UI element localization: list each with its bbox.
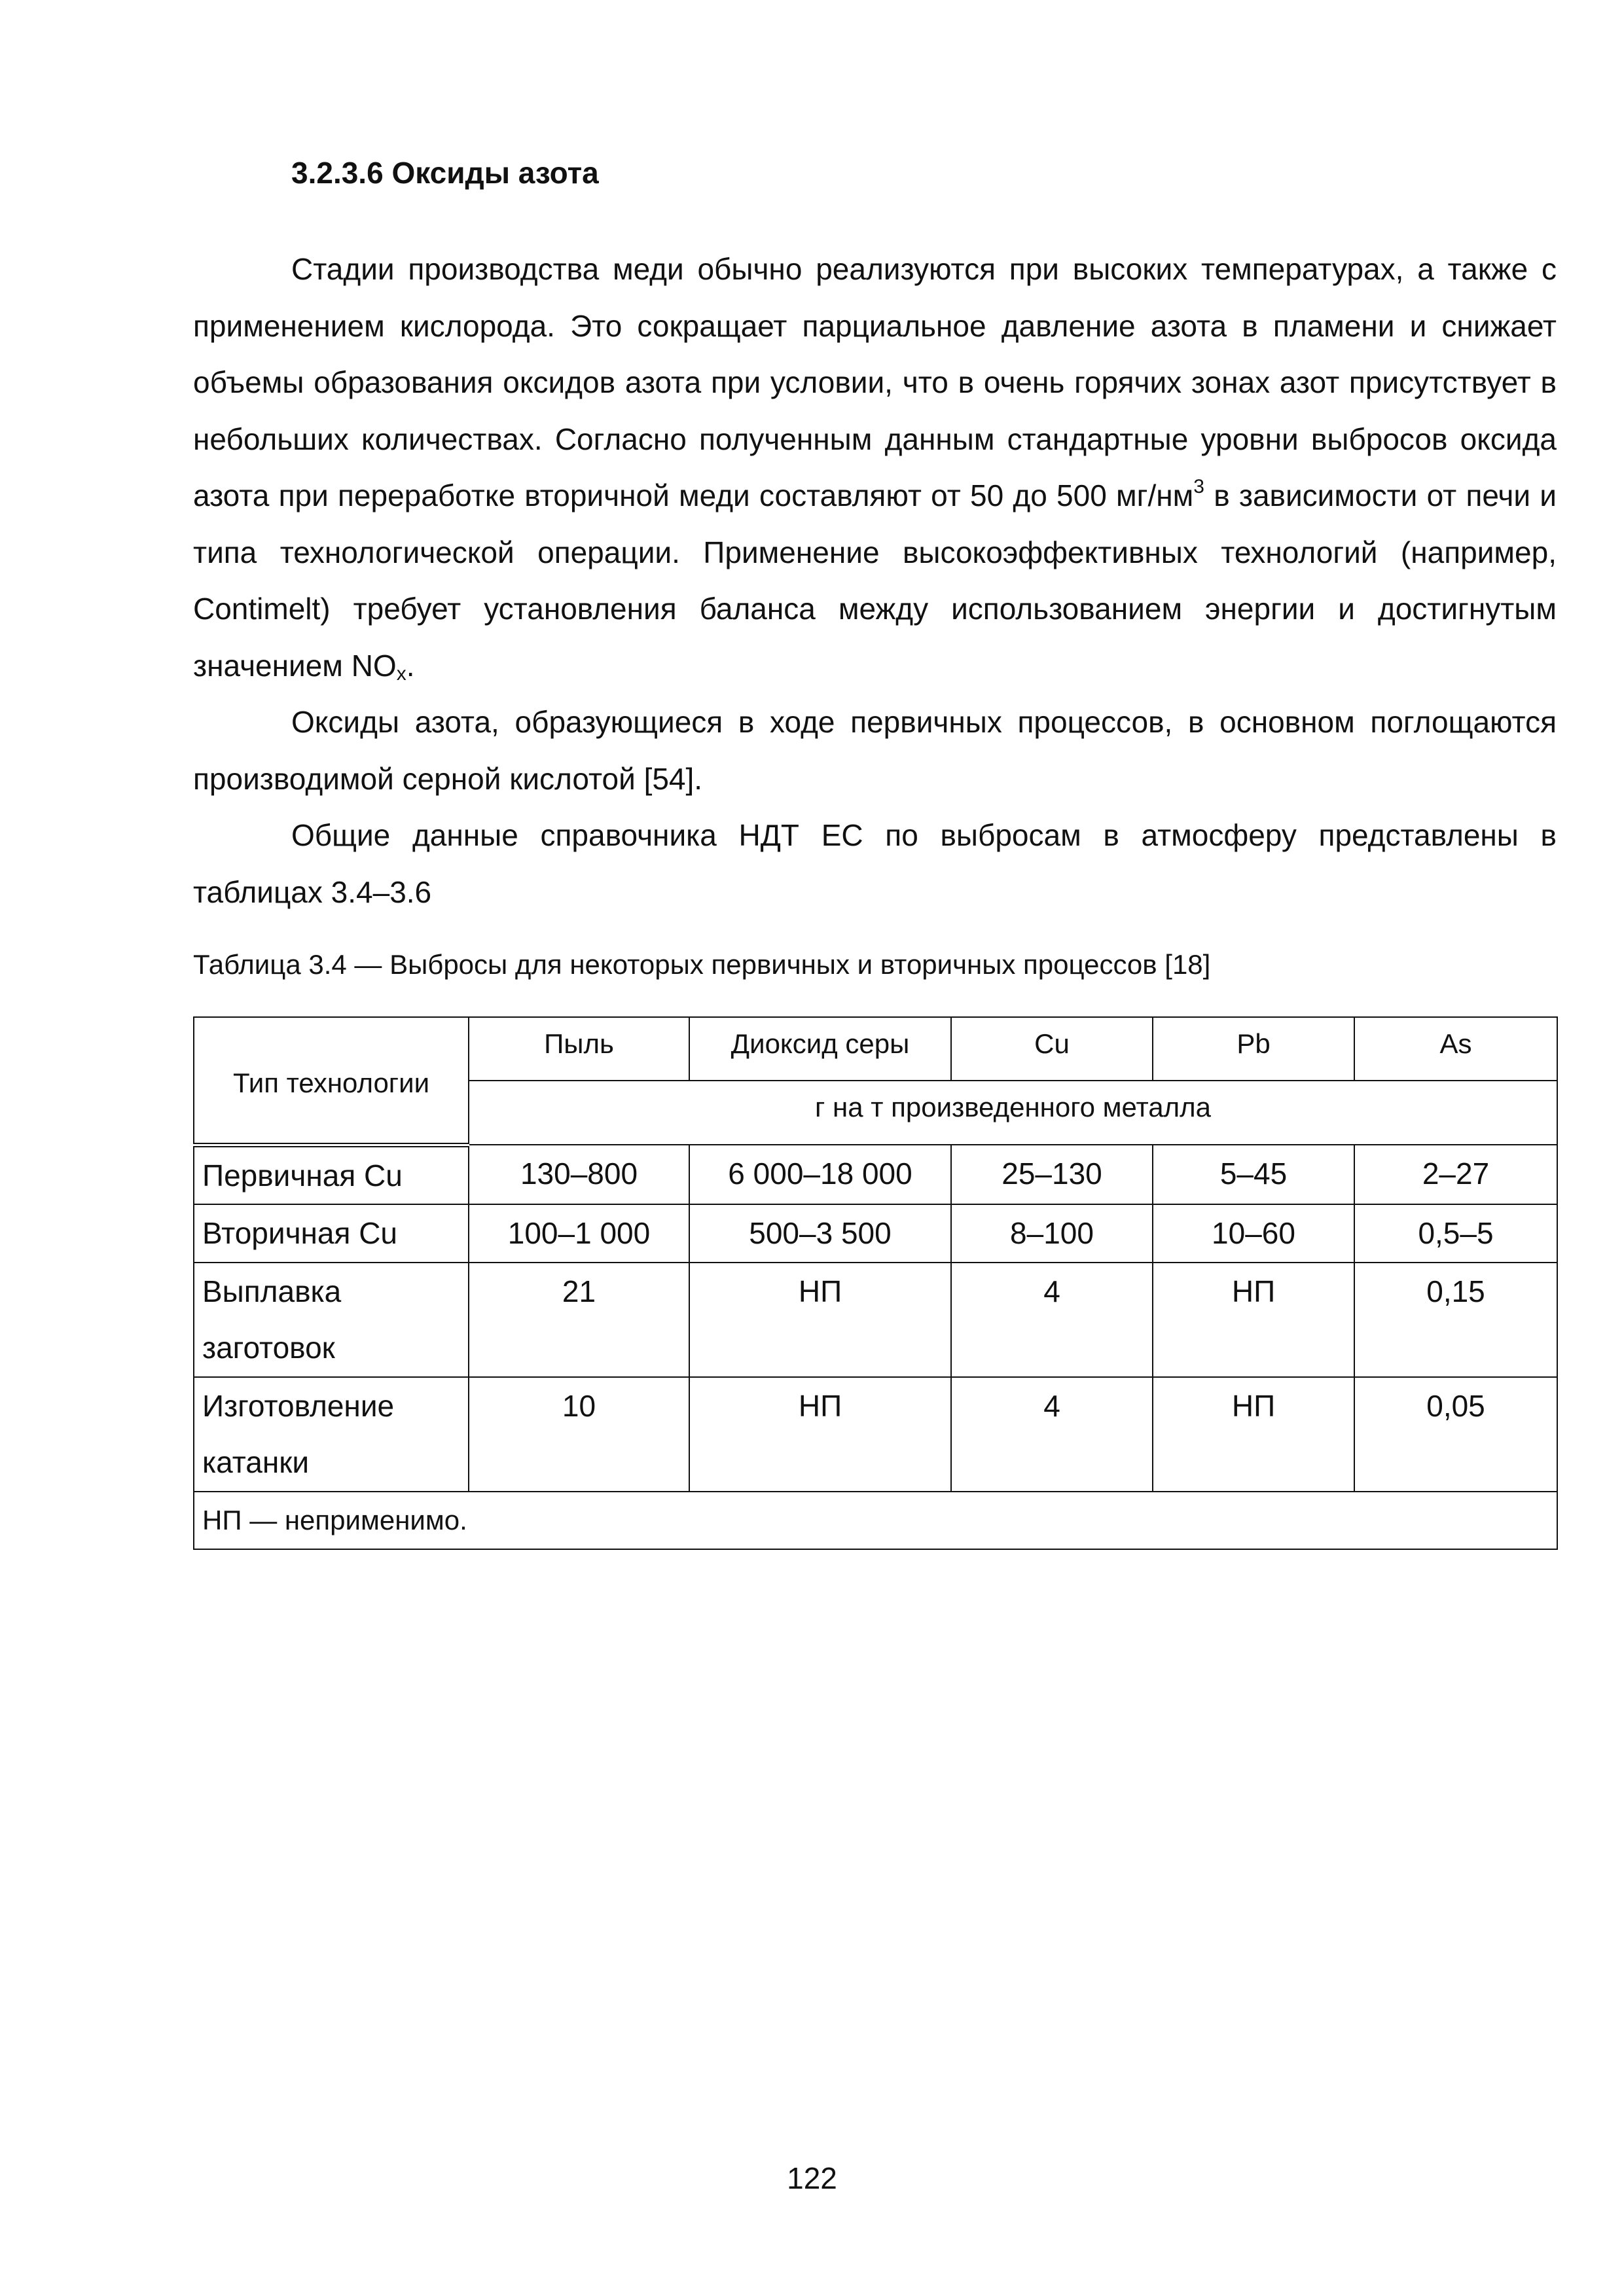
header-unit: г на т произведенного металла: [469, 1081, 1557, 1145]
emissions-table: [193, 1016, 1558, 1550]
table-footnote: НП — неприменимо.: [194, 1492, 1557, 1550]
paragraph-2: Оксиды азота, образующиеся в ходе первичных процессов, в основном поглощаются производимой серной кислотой [54].: [193, 705, 1557, 796]
table-footnote-row: [194, 1492, 1557, 1550]
section-heading: 3.2.3.6 Оксиды азота: [291, 156, 599, 190]
row-label: Изготовление катанки: [194, 1377, 469, 1492]
header-pb: Pb: [1153, 1017, 1354, 1081]
row-label: Первичная Cu: [194, 1145, 469, 1204]
table-header-row: [194, 1017, 1557, 1081]
table-cell: 10–60: [1153, 1204, 1354, 1263]
table-cell: 21: [469, 1263, 689, 1377]
table-cell: 500–3 500: [689, 1204, 951, 1263]
table-cell: НП: [1153, 1377, 1354, 1492]
table-cell: НП: [1153, 1263, 1354, 1377]
table-cell: НП: [689, 1263, 951, 1377]
header-technology-type: Тип технологии: [194, 1017, 469, 1145]
header-cu: Cu: [951, 1017, 1153, 1081]
row-label: Выплавка заготовок: [194, 1263, 469, 1377]
table-cell: 0,05: [1354, 1377, 1557, 1492]
row-label: Вторичная Cu: [194, 1204, 469, 1263]
page-number: 122: [787, 2161, 837, 2195]
table-cell: 4: [951, 1377, 1153, 1492]
superscript-3: 3: [1193, 476, 1204, 497]
table-cell: 8–100: [951, 1204, 1153, 1263]
table-cell: 0,15: [1354, 1263, 1557, 1377]
table-cell: 2–27: [1354, 1145, 1557, 1204]
paragraph-3: Общие данные справочника НДТ ЕС по выбросам в атмосферу представлены в таблицах 3.4–3.6: [193, 818, 1557, 909]
header-sulfur-dioxide: Диоксид серы: [689, 1017, 951, 1081]
table-cell: 0,5–5: [1354, 1204, 1557, 1263]
paragraph-1-part3: .: [406, 648, 415, 683]
table-caption: Таблица 3.4 — Выбросы для некоторых первичных и вторичных процессов [18]: [193, 949, 1211, 980]
paragraph-1-part1: Стадии производства меди обычно реализуются при высоких температурах, а также с применением кислорода. Это сокращает парциальное давление азота в пламени и снижает объемы образования оксидов азота при условии, что в очень горячих зонах азот присутствует в небольших количествах. Согласно полученным данным стандартные уровни выбросов оксида азота при переработке вторичной меди составляют от 50 до 500 мг/нм: [193, 252, 1557, 512]
table-cell: 10: [469, 1377, 689, 1492]
table-cell: 25–130: [951, 1145, 1153, 1204]
header-dust: Пыль: [469, 1017, 689, 1081]
table-cell: 6 000–18 000: [689, 1145, 951, 1204]
table-cell: 5–45: [1153, 1145, 1354, 1204]
body-text: [193, 241, 1557, 920]
paragraph-1-part2: в зависимости от печи и типа технологической операции. Применение высокоэффективных технологий (например, Contimelt) требует установления баланса между использованием энергии и достигнутым значением NO: [193, 478, 1557, 683]
table-cell: 4: [951, 1263, 1153, 1377]
table-cell: НП: [689, 1377, 951, 1492]
table-row: [194, 1263, 1557, 1377]
paragraph-1: [193, 241, 1557, 694]
table-cell: 130–800: [469, 1145, 689, 1204]
table-cell: 100–1 000: [469, 1204, 689, 1263]
table-row: [194, 1145, 1557, 1204]
subscript-x: x: [396, 662, 406, 685]
table-row: [194, 1377, 1557, 1492]
header-as: As: [1354, 1017, 1557, 1081]
table-row: [194, 1204, 1557, 1263]
